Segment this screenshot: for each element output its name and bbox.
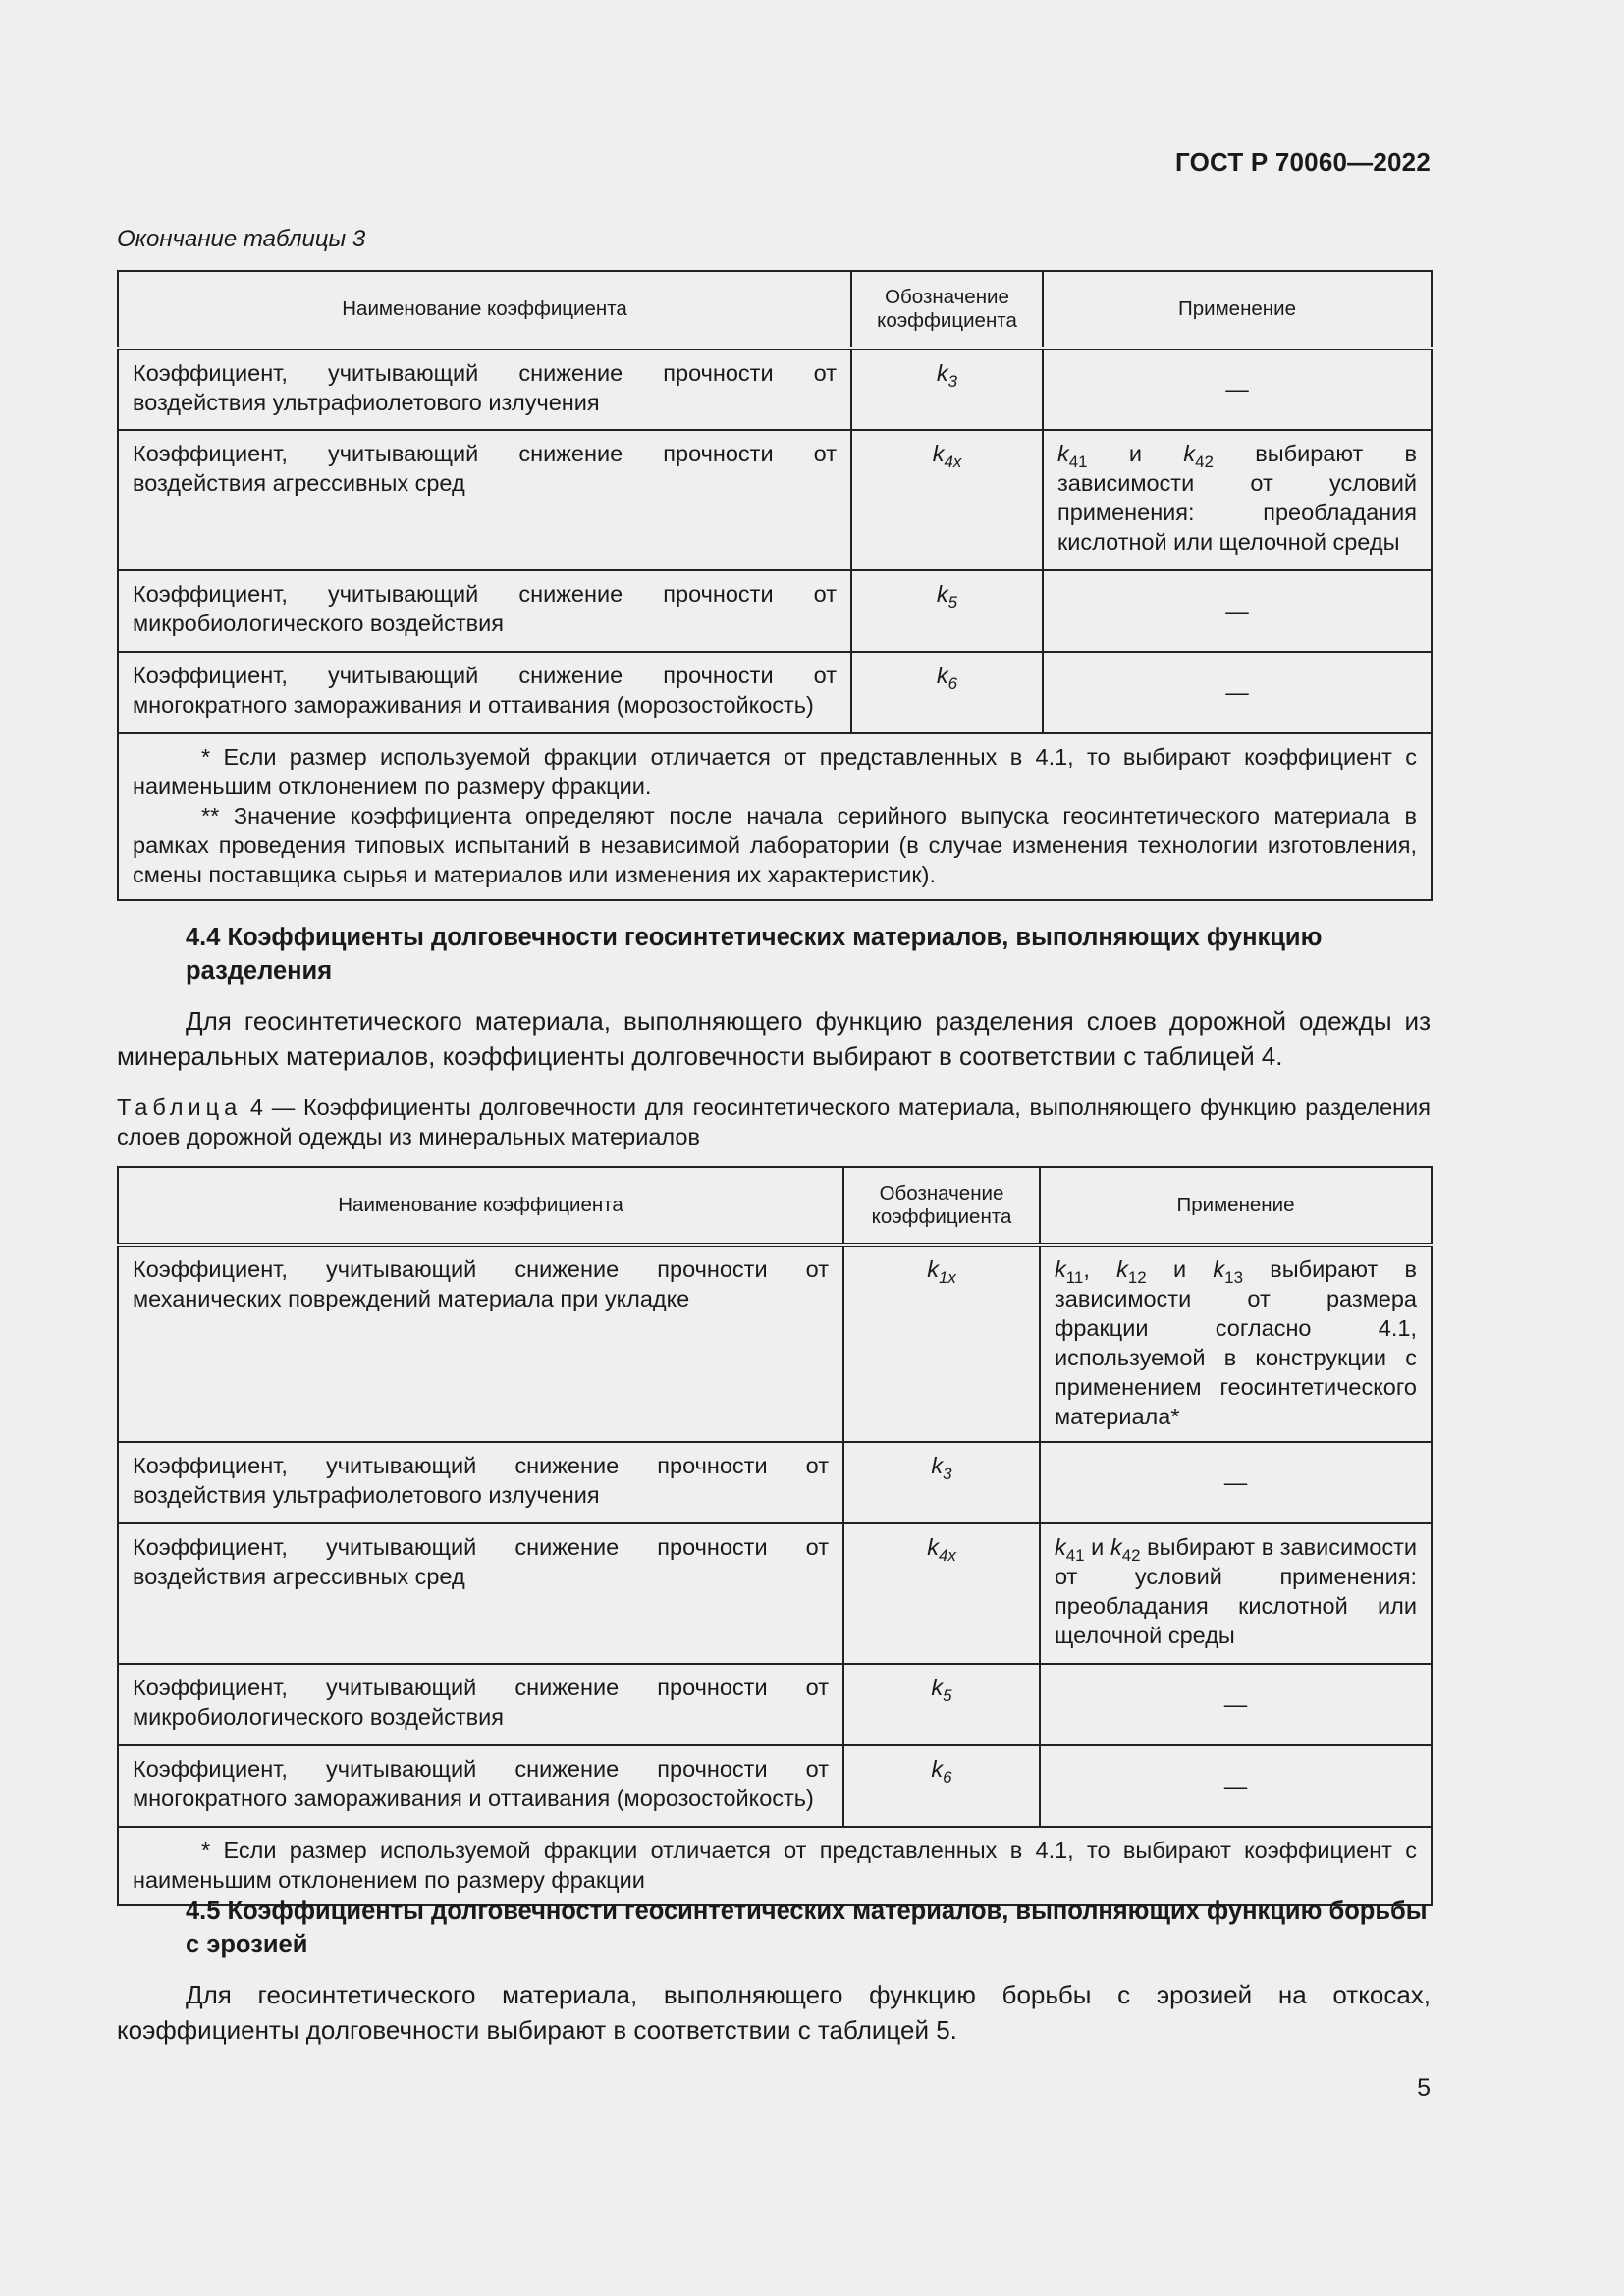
page-number: 5 xyxy=(1417,2074,1431,2102)
table-notes xyxy=(118,1827,1432,1905)
table-row xyxy=(118,652,1432,733)
column-header: Наименование коэффициента xyxy=(118,271,851,348)
section-heading: 4.4 Коэффициенты долговечности геосинтетических материалов, выполняющих функцию разделения xyxy=(186,924,1323,985)
coefficient-name: Коэффициент, учитывающий снижение прочности от механических повреждений материала при укладке xyxy=(118,1245,843,1442)
table-note: * Если размер используемой фракции отличается от представленных в 4.1, то выбирают коэффициент с наименьшим отклонением по размеру фракции. xyxy=(133,744,1417,799)
coefficient-name: Коэффициент, учитывающий снижение прочности от воздействия агрессивных сред xyxy=(118,1523,843,1664)
coefficient-symbol: $k_5$ xyxy=(851,570,1043,652)
coefficient-name: Коэффициент, учитывающий снижение прочности от воздействия агрессивных сред xyxy=(118,430,851,570)
application-cell: — xyxy=(1040,1442,1432,1523)
table-notes-row xyxy=(118,1827,1432,1905)
table-note: ** Значение коэффициента определяют после начала серийного выпуска геосинтетического материала в рамках проведения типовых испытаний в независимой лаборатории (в случае изменения технологии изготовления, смены поставщика сырья и материалов или изменения их характеристик). xyxy=(133,803,1417,887)
coefficient-name: Коэффициент, учитывающий снижение прочности от микробиологического воздействия xyxy=(118,570,851,652)
application-cell: — xyxy=(1043,570,1432,652)
coefficient-name: Коэффициент, учитывающий снижение прочности от многократного замораживания и оттаивания (морозостойкость) xyxy=(118,652,851,733)
table3-continuation-caption: Окончание таблицы 3 xyxy=(117,226,366,252)
section-paragraph: Для геосинтетического материала, выполняющего функцию разделения слоев дорожной одежды из минеральных материалов, коэффициенты долговечности выбирают в соответствии с таблицей 4. xyxy=(117,1006,1431,1071)
coefficient-symbol: $k_{4x}$ xyxy=(843,1523,1040,1664)
table-row xyxy=(118,1664,1432,1745)
column-header: Наименование коэффициента xyxy=(118,1167,843,1245)
coefficient-symbol: $k_3$ xyxy=(843,1442,1040,1523)
table4-caption xyxy=(117,1093,1431,1151)
application-cell: $k_{41}$ и $k_{42}$ выбирают в зависимости от условий применения: преобладания кислотной или щелочной среды xyxy=(1040,1523,1432,1664)
column-header: Обозначение коэффициента xyxy=(843,1167,1040,1245)
coefficient-name: Коэффициент, учитывающий снижение прочности от микробиологического воздействия xyxy=(118,1664,843,1745)
application-cell: — xyxy=(1043,348,1432,430)
coefficient-symbol: $k_{1x}$ xyxy=(843,1245,1040,1442)
section-paragraph: Для геосинтетического материала, выполняющего функцию борьбы с эрозией на откосах, коэффициенты долговечности выбирают в соответствии с таблицей 5. xyxy=(117,1980,1431,2045)
table-row xyxy=(118,1745,1432,1827)
table-row xyxy=(118,1442,1432,1523)
application-cell: $k_{11}$, $k_{12}$ и $k_{13}$ выбирают в зависимости от размера фракции согласно 4.1, используемой в конструкции с применением геосинтетического материала* xyxy=(1040,1245,1432,1442)
table3-end xyxy=(117,270,1433,901)
table-note: * Если размер используемой фракции отличается от представленных в 4.1, то выбирают коэффициент с наименьшим отклонением по размеру фракции xyxy=(133,1838,1417,1893)
table-row xyxy=(118,1245,1432,1442)
coefficient-symbol: $k_5$ xyxy=(843,1664,1040,1745)
column-header: Применение xyxy=(1043,271,1432,348)
table-row xyxy=(118,430,1432,570)
table-header-row xyxy=(118,271,1432,348)
table-caption-label: Таблица xyxy=(117,1095,243,1120)
column-header: Применение xyxy=(1040,1167,1432,1245)
coefficient-name: Коэффициент, учитывающий снижение прочности от воздействия ультрафиолетового излучения xyxy=(118,1442,843,1523)
application-cell: — xyxy=(1043,652,1432,733)
coefficient-name: Коэффициент, учитывающий снижение прочности от многократного замораживания и оттаивания (морозостойкость) xyxy=(118,1745,843,1827)
section-heading: 4.5 Коэффициенты долговечности геосинтетических материалов, выполняющих функцию борьбы с эрозией xyxy=(186,1897,1428,1958)
application-cell: — xyxy=(1040,1664,1432,1745)
document-id: ГОСТ Р 70060—2022 xyxy=(1175,147,1431,177)
table-row xyxy=(118,348,1432,430)
table-row xyxy=(118,1523,1432,1664)
coefficient-name: Коэффициент, учитывающий снижение прочности от воздействия ультрафиолетового излучения xyxy=(118,348,851,430)
column-header: Обозначение коэффициента xyxy=(851,271,1043,348)
coefficient-symbol: $k_6$ xyxy=(851,652,1043,733)
coefficient-symbol: $k_{4x}$ xyxy=(851,430,1043,570)
table-notes-row xyxy=(118,733,1432,900)
coefficient-symbol: $k_6$ xyxy=(843,1745,1040,1827)
table4 xyxy=(117,1166,1433,1906)
table-row xyxy=(118,570,1432,652)
application-cell: $k_{41}$ и $k_{42}$ выбирают в зависимости от условий применения: преобладания кислотной или щелочной среды xyxy=(1043,430,1432,570)
application-cell: — xyxy=(1040,1745,1432,1827)
coefficient-symbol: $k_3$ xyxy=(851,348,1043,430)
table-notes xyxy=(118,733,1432,900)
table-header-row xyxy=(118,1167,1432,1245)
table-caption-text: 4 — Коэффициенты долговечности для геосинтетического материала, выполняющего функцию разделения слоев дорожной одежды из минеральных материалов xyxy=(117,1095,1432,1149)
